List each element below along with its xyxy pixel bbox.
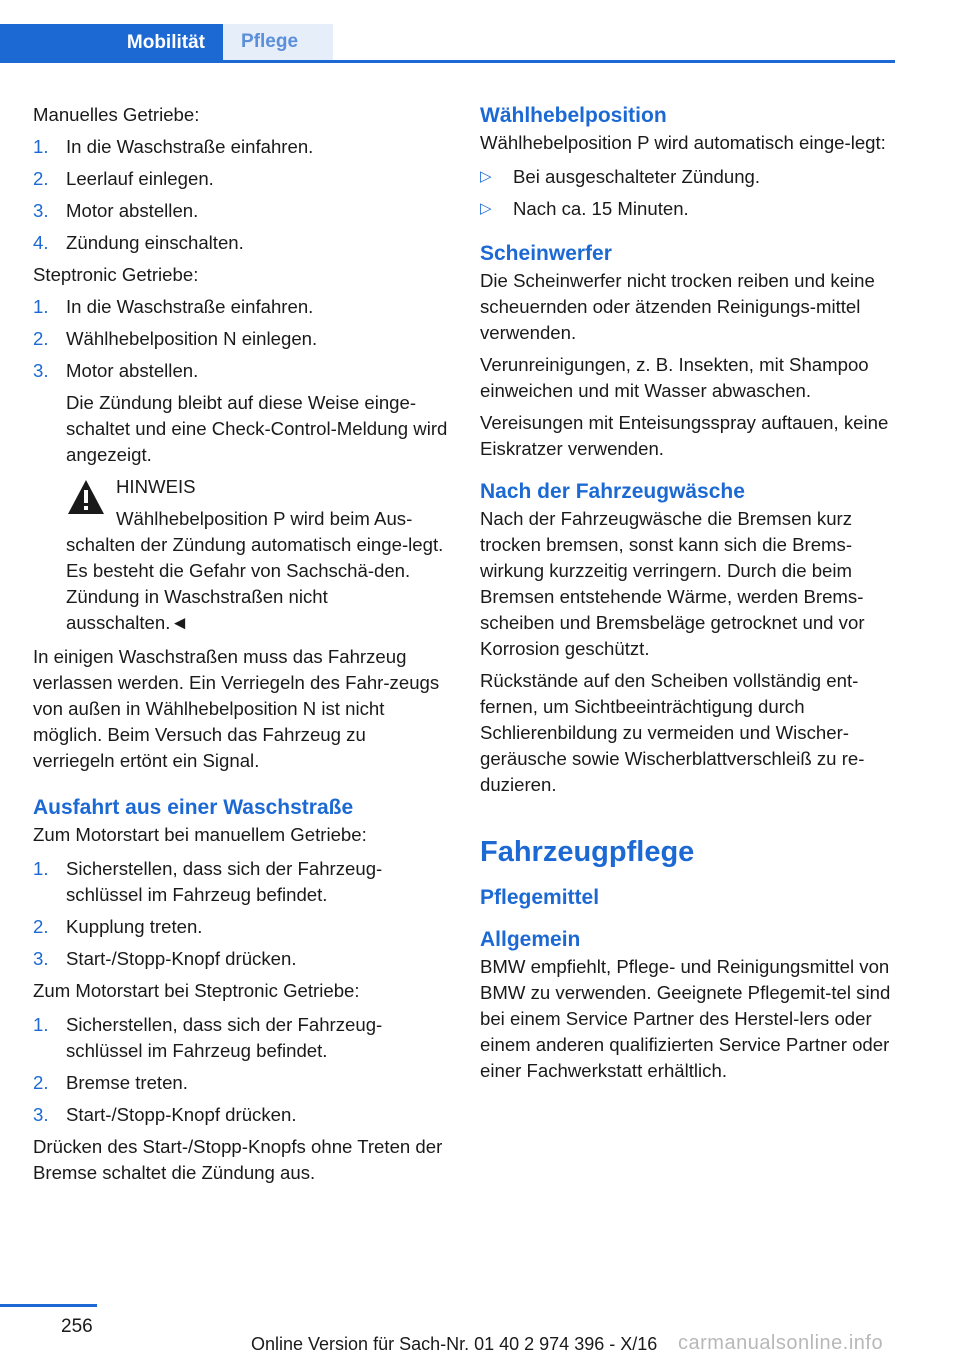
headlight-paragraph-2: Verunreinigungen, z. B. Insekten, mit Shampoo einweichen und mit Wasser abwaschen.	[480, 354, 869, 401]
after-wash-heading: Nach der Fahrzeugwäsche	[480, 480, 745, 503]
list-item	[33, 166, 448, 192]
step-text: Motor abstellen.	[66, 200, 199, 221]
page-header	[0, 24, 895, 64]
step-text: Start-/Stopp-Knopf drücken.	[66, 948, 297, 969]
left-column	[33, 102, 448, 1192]
step-number: 1.	[33, 136, 49, 157]
exit-steptronic-intro: Zum Motorstart bei Steptronic Getriebe:	[33, 980, 360, 1001]
tab-mobilitaet[interactable]: Mobilität	[0, 24, 223, 62]
right-column	[480, 102, 898, 1090]
step-number: 1.	[33, 296, 49, 317]
step-number: 1.	[33, 1014, 49, 1035]
online-version-note: Online Version für Sach-Nr. 01 40 2 974 396 - X/16	[251, 1334, 658, 1354]
list-item	[33, 134, 448, 160]
step-text: Bremse treten.	[66, 1072, 188, 1093]
step-number: 2.	[33, 916, 49, 937]
step-number: 2.	[33, 328, 49, 349]
selector-heading: Wählhebelposition	[480, 104, 667, 127]
page-number: 256	[61, 1316, 93, 1337]
list-item	[33, 914, 448, 940]
exit-heading: Ausfahrt aus einer Waschstraße	[33, 796, 354, 819]
step-number: 3.	[33, 200, 49, 221]
list-item	[480, 196, 898, 222]
tab-pflege[interactable]: Pflege	[223, 24, 333, 60]
list-item	[33, 1012, 448, 1064]
general-paragraph: BMW empfiehlt, Pflege- und Reinigungsmittel von BMW zu verwenden. Geeignete Pflegemit‐tel sind bei einem Service Partner des Herstel‐lers oder einem anderen qualifizierten Service Partner oder einer Fachwerkstatt erhältlich.	[480, 956, 891, 1081]
watermark: carmanualsonline.info	[678, 1332, 884, 1354]
headlight-heading: Scheinwerfer	[480, 242, 612, 265]
manual-gearbox-steps	[33, 134, 448, 256]
steptronic-intro: Steptronic Getriebe:	[33, 264, 199, 285]
warning-title: HINWEIS	[116, 476, 196, 497]
headlight-paragraph-3: Vereisungen mit Enteisungsspray auftauen, keine Eiskratzer verwenden.	[480, 412, 889, 459]
list-item	[33, 358, 448, 468]
triangle-right-icon: ▷	[480, 200, 492, 217]
step-text: Sicherstellen, dass sich der Fahrzeug‐schlüssel im Fahrzeug befindet.	[66, 1014, 383, 1061]
step-text: Sicherstellen, dass sich der Fahrzeug‐schlüssel im Fahrzeug befindet.	[66, 858, 383, 905]
list-item	[33, 294, 448, 320]
step-text: Kupplung treten.	[66, 916, 203, 937]
care-products-heading: Pflegemittel	[480, 886, 600, 909]
step-text: In die Waschstraße einfahren.	[66, 136, 314, 157]
footer-rule	[0, 1304, 97, 1307]
warning-box	[66, 474, 448, 636]
step-text: Zündung einschalten.	[66, 232, 244, 253]
exit-manual-steps	[33, 856, 448, 972]
after-wash-paragraph-2: Rückstände auf den Scheiben vollständig ent‐fernen, um Sichtbeeinträchtigung durch Schlierenbildung zu vermeiden und Wischer‐geräusche sowie Wischerblattverschleiß zu re‐duzieren.	[480, 670, 865, 795]
step-number: 3.	[33, 360, 49, 381]
list-item	[33, 946, 448, 972]
list-item	[33, 326, 448, 352]
step-text: Start-/Stopp-Knopf drücken.	[66, 1104, 297, 1125]
selector-bullets	[480, 164, 898, 222]
general-heading: Allgemein	[480, 928, 581, 951]
list-item	[33, 230, 448, 256]
step-number: 2.	[33, 168, 49, 189]
list-item	[33, 1102, 448, 1128]
list-item	[33, 198, 448, 224]
step-number: 3.	[33, 1104, 49, 1125]
manual-gearbox-intro: Manuelles Getriebe:	[33, 104, 200, 125]
bullet-text: Nach ca. 15 Minuten.	[513, 198, 689, 219]
exit-steptronic-steps	[33, 1012, 448, 1128]
exit-manual-intro: Zum Motorstart bei manuellem Getriebe:	[33, 824, 367, 845]
step-text: In die Waschstraße einfahren.	[66, 296, 314, 317]
list-item	[33, 856, 448, 908]
step-note: Die Zündung bleibt auf diese Weise einge‐schaltet und eine Check-Control-Meldung wird angezeigt.	[66, 392, 448, 465]
list-item	[480, 164, 898, 190]
selector-text: Wählhebelposition P wird automatisch einge‐legt:	[480, 132, 886, 153]
step-text: Motor abstellen.	[66, 360, 199, 381]
step-number: 1.	[33, 858, 49, 879]
headlight-paragraph-1: Die Scheinwerfer nicht trocken reiben und keine scheuernden oder ätzenden Reinigungs‐mittel verwenden.	[480, 270, 875, 343]
step-number: 4.	[33, 232, 49, 253]
carwash-paragraph: In einigen Waschstraßen muss das Fahrzeug verlassen werden. Ein Verriegeln des Fahr‐zeugs von außen in Wählhebelposition N ist nicht möglich. Beim Versuch das Fahrzeug zu verriegeln ertönt ein Signal.	[33, 646, 440, 771]
triangle-right-icon: ▷	[480, 168, 492, 185]
warning-triangle-icon	[66, 478, 106, 516]
bullet-text: Bei ausgeschalteter Zündung.	[513, 166, 761, 187]
warning-first-line: Wählhebelposition P wird beim Aus‐	[116, 508, 413, 529]
warning-body: schalten der Zündung automatisch einge‐legt. Es besteht die Gefahr von Sachschä‐den. Zündung in Waschstraßen nicht ausschalten.◄	[66, 534, 444, 633]
step-number: 3.	[33, 948, 49, 969]
step-text: Wählhebelposition N einlegen.	[66, 328, 318, 349]
vehicle-care-heading: Fahrzeugpflege	[480, 836, 695, 868]
exit-final-paragraph: Drücken des Start-/Stopp-Knopfs ohne Treten der Bremse schaltet die Zündung aus.	[33, 1136, 443, 1183]
list-item	[33, 1070, 448, 1096]
steptronic-steps	[33, 294, 448, 468]
step-number: 2.	[33, 1072, 49, 1093]
step-text: Leerlauf einlegen.	[66, 168, 214, 189]
after-wash-paragraph-1: Nach der Fahrzeugwäsche die Bremsen kurz trocken bremsen, sonst kann sich die Brems‐wirkung kurzzeitig verringern. Durch die beim Bremsen entstehende Wärme, werden Brems‐scheiben und Bremsbeläge getrocknet und vor Korrosion geschützt.	[480, 508, 865, 659]
